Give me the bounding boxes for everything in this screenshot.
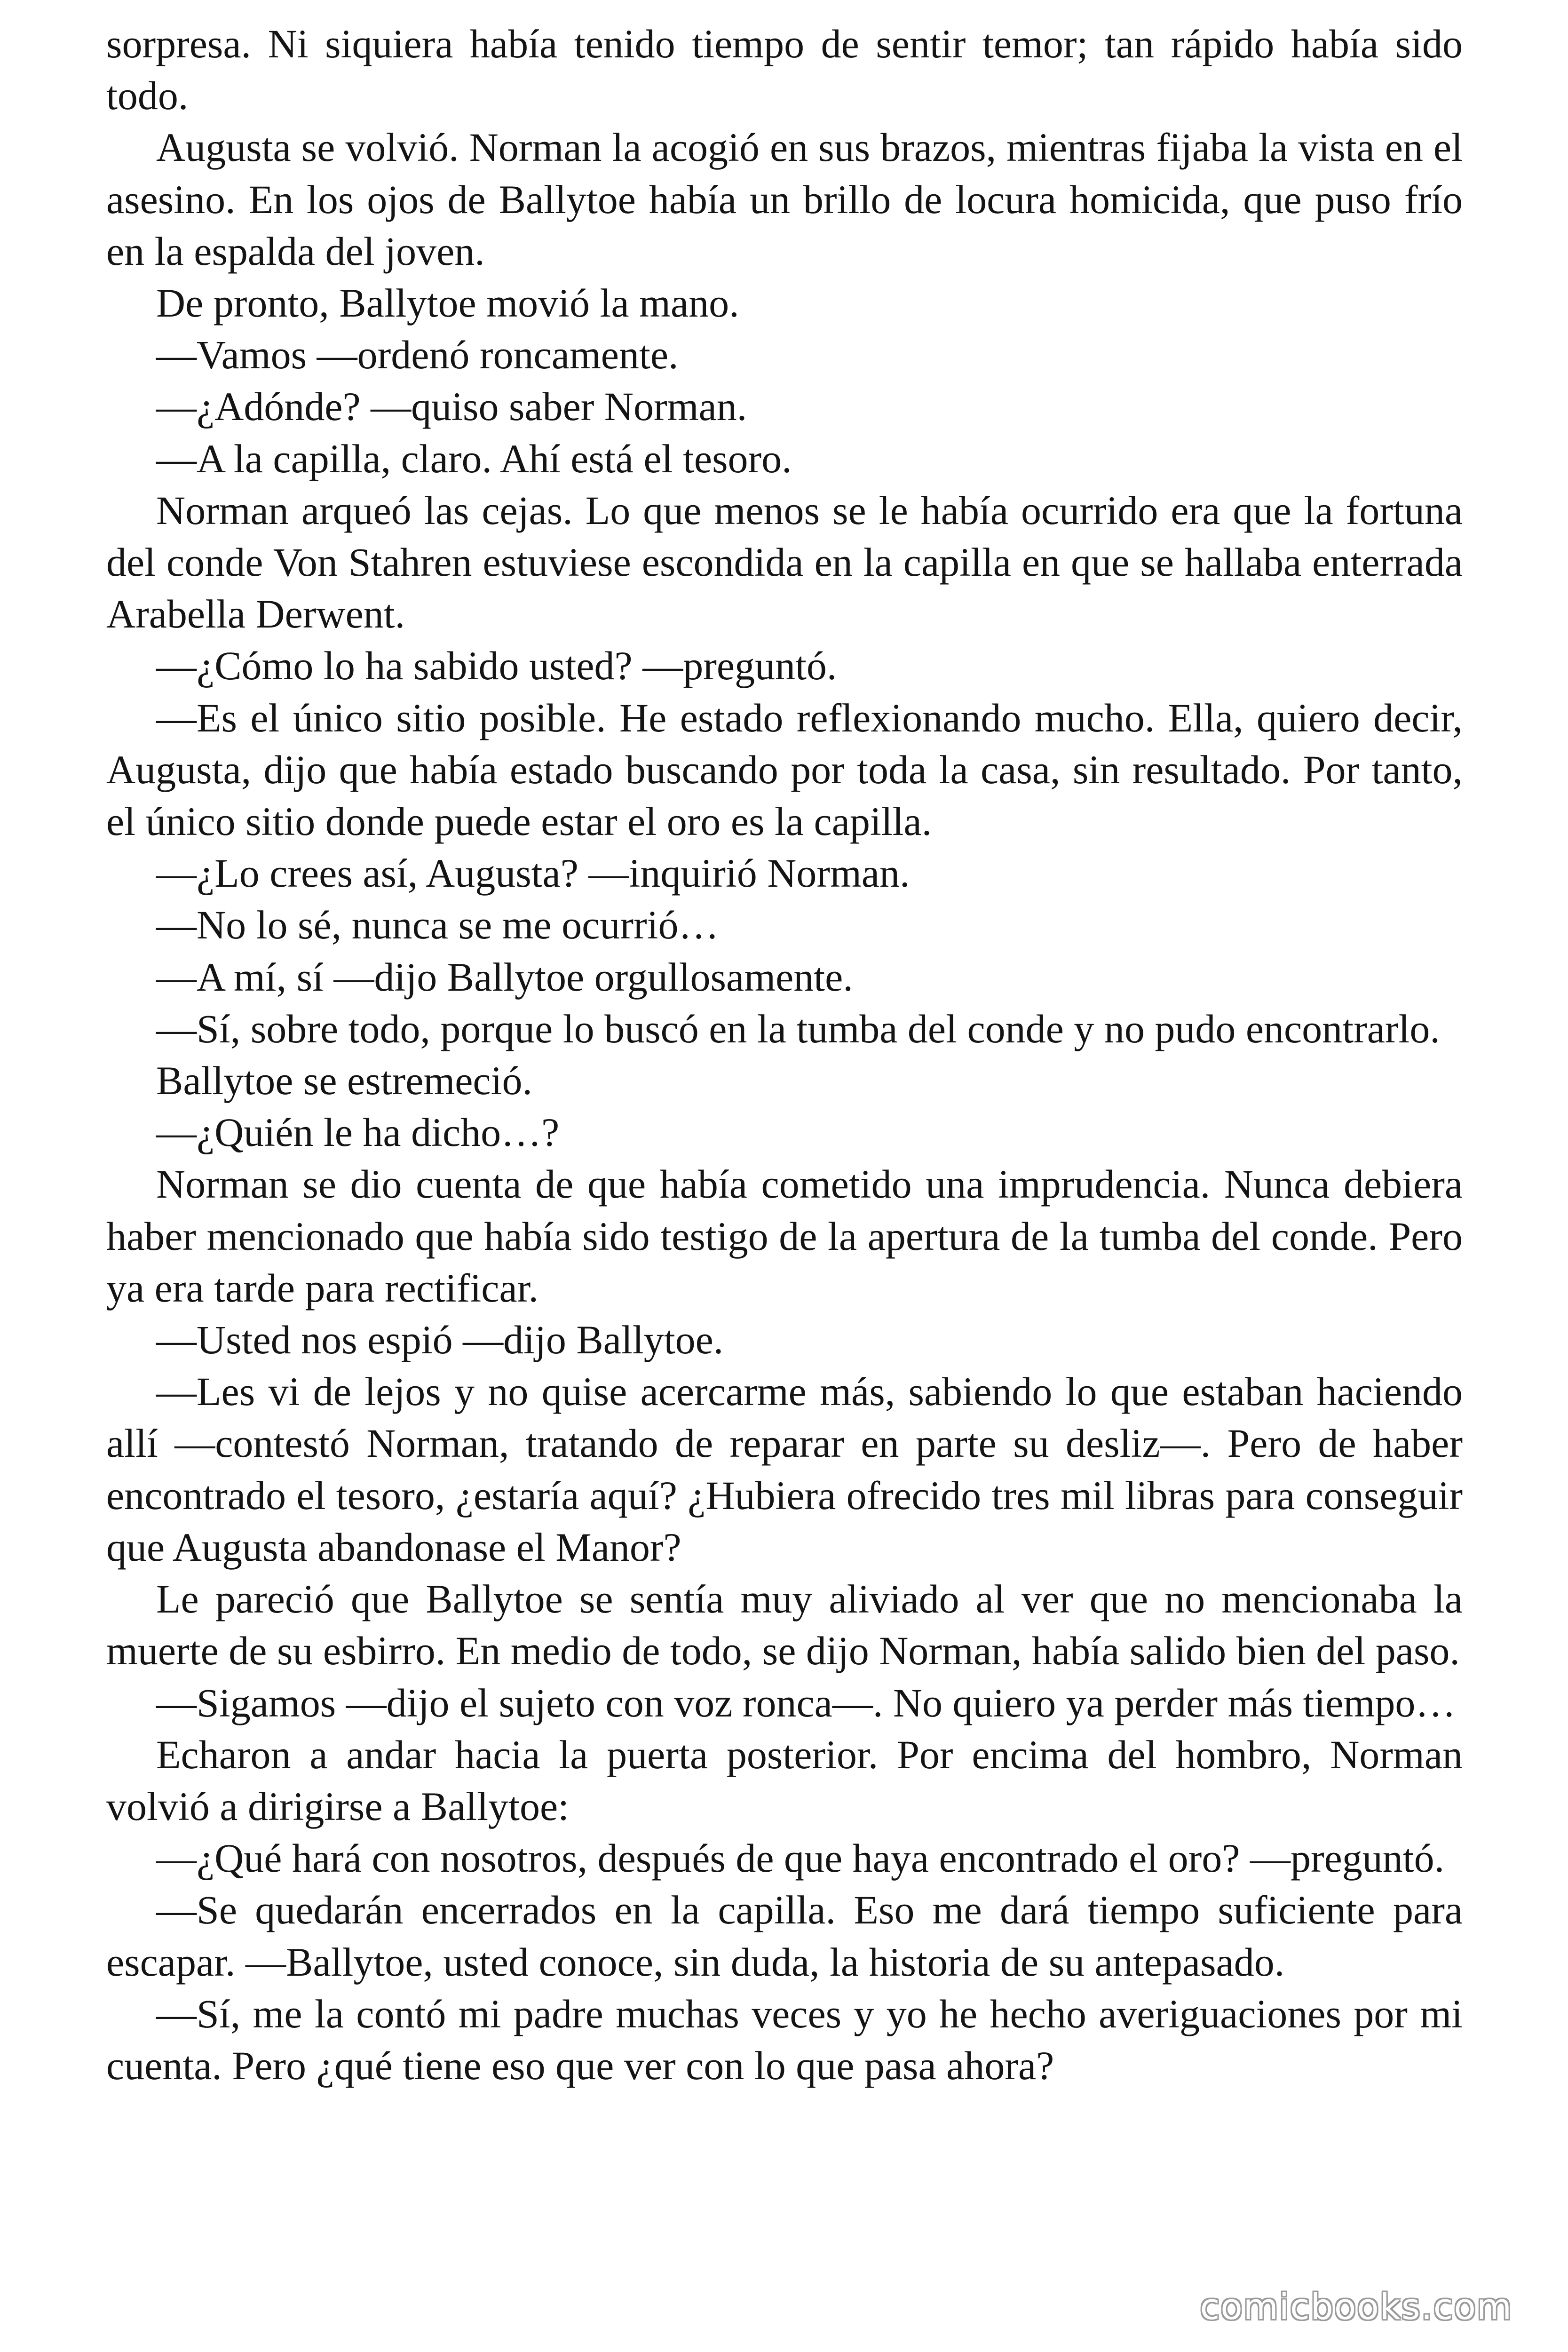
paragraph: sorpresa. Ni siquiera había tenido tiempo de sentir temor; tan rápido había sido todo.: [106, 21, 1463, 119]
paragraph: Echaron a andar hacia la puerta posterior. Por encima del hombro, Norman volvió a dirigirse a Ballytoe:: [106, 1732, 1463, 1829]
paragraph: —Sí, me la contó mi padre muchas veces y yo he hecho averiguaciones por mi cuenta. Pero ¿qué tiene eso que ver con lo que pasa ahora?: [106, 1991, 1463, 2088]
paragraph: Augusta se volvió. Norman la acogió en sus brazos, mientras fijaba la vista en el asesino. En los ojos de Ballytoe había un brillo de locura homicida, que puso frío en la espalda del joven.: [106, 125, 1463, 274]
paragraph: Ballytoe se estremeció.: [156, 1058, 532, 1104]
paragraph: —Usted nos espió —dijo Ballytoe.: [156, 1317, 724, 1363]
paragraph: —Sigamos —dijo el sujeto con voz ronca—. No quiero ya perder más tiempo…: [156, 1680, 1456, 1725]
watermark-logo: comicbooks.com: [1200, 2286, 1513, 2328]
paragraph: —¿Cómo lo ha sabido usted? —preguntó.: [156, 643, 837, 689]
paragraph: —¿Lo crees así, Augusta? —inquirió Norman.: [156, 850, 910, 896]
paragraph: —¿Quién le ha dicho…?: [156, 1110, 560, 1155]
paragraph: —Les vi de lejos y no quise acercarme más, sabiendo lo que estaban haciendo allí —contestó Norman, tratando de reparar en parte su desliz—. Pero de haber encontrado el tesoro, ¿estaría aquí? ¿Hubiera ofrecido tres mil libras para conseguir que Augusta abandonase el Manor?: [106, 1369, 1463, 1570]
paragraph: Le pareció que Ballytoe se sentía muy aliviado al ver que no mencionaba la muerte de su esbirro. En medio de todo, se dijo Norman, había salido bien del paso.: [106, 1576, 1463, 1674]
paragraph: —Se quedarán encerrados en la capilla. Eso me dará tiempo suficiente para escapar. —Ballytoe, usted conoce, sin duda, la historia de su antepasado.: [106, 1887, 1463, 1985]
paragraph: De pronto, Ballytoe movió la mano.: [156, 280, 739, 326]
page-body: [106, 18, 1463, 2091]
paragraph: —No lo sé, nunca se me ocurrió…: [156, 902, 719, 948]
paragraph: Norman se dio cuenta de que había cometido una imprudencia. Nunca debiera haber mencionado que había sido testigo de la apertura de la tumba del conde. Pero ya era tarde para rectificar.: [106, 1161, 1463, 1311]
paragraph: —¿Qué hará con nosotros, después de que haya encontrado el oro? —preguntó.: [156, 1836, 1445, 1881]
paragraph: —A mí, sí —dijo Ballytoe orgullosamente.: [156, 954, 853, 1000]
paragraph: —Es el único sitio posible. He estado reflexionando mucho. Ella, quiero decir, Augusta, dijo que había estado buscando por toda la casa, sin resultado. Por tanto, el único sitio donde puede estar el oro es la capilla.: [106, 695, 1463, 844]
paragraph: Norman arqueó las cejas. Lo que menos se le había ocurrido era que la fortuna del conde Von Stahren estuviese escondida en la capilla en que se hallaba enterrada Arabella Derwent.: [106, 487, 1463, 637]
paragraph: —A la capilla, claro. Ahí está el tesoro.: [156, 436, 792, 481]
paragraph: —Sí, sobre todo, porque lo buscó en la tumba del conde y no pudo encontrarlo.: [156, 1006, 1440, 1051]
paragraph: —¿Adónde? —quiso saber Norman.: [156, 384, 747, 429]
paragraph: —Vamos —ordenó roncamente.: [156, 332, 679, 378]
